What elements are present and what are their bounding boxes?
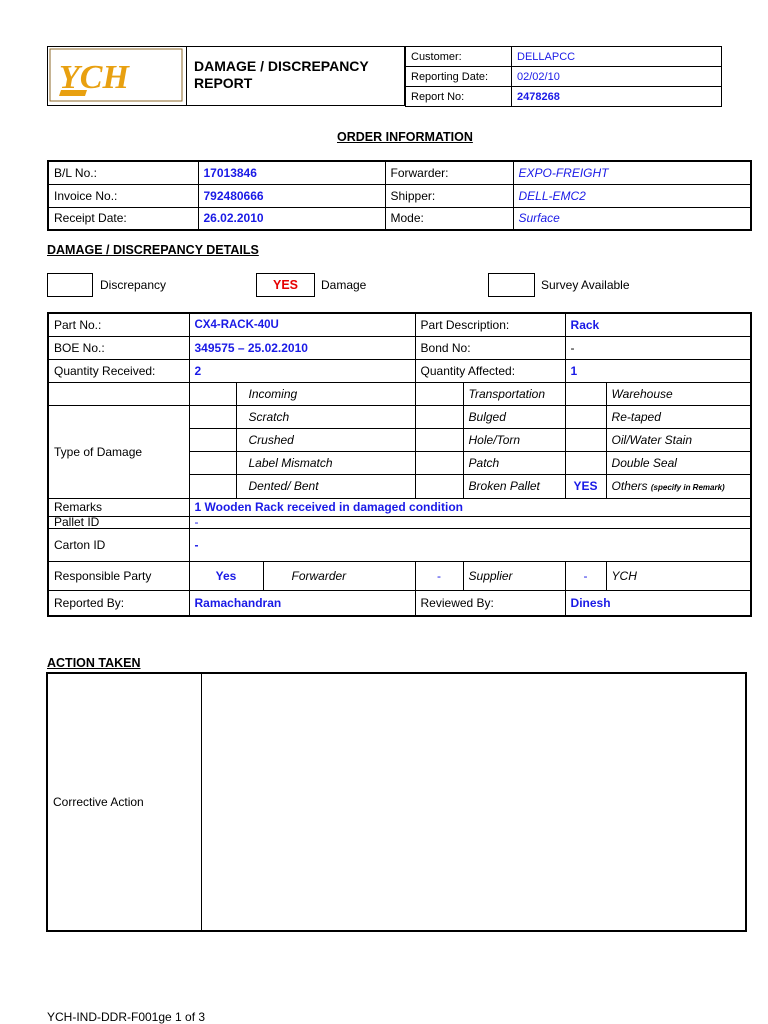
receipt-date-value: 26.02.2010	[198, 207, 385, 230]
customer-label: Customer:	[406, 47, 512, 67]
damage-mark[interactable]	[415, 428, 463, 451]
customer-value: DELLAPCC	[512, 47, 722, 67]
corrective-action-label: Corrective Action	[47, 673, 201, 931]
forwarder-mark[interactable]: Yes	[189, 561, 263, 590]
shipper-label: Shipper:	[385, 184, 513, 207]
supplier-mark[interactable]: -	[415, 561, 463, 590]
remarks-value: 1 Wooden Rack received in damaged condition	[189, 498, 751, 516]
report-title-line2: REPORT	[194, 75, 253, 91]
damage-type-label: Double Seal	[606, 451, 751, 474]
report-title	[194, 58, 369, 92]
boe-label: BOE No.:	[48, 336, 189, 359]
bond-label: Bond No:	[415, 336, 565, 359]
damage-mark[interactable]	[565, 428, 606, 451]
survey-label: Survey Available	[541, 278, 630, 292]
report-meta-table	[405, 46, 722, 107]
damage-type-label: Oil/Water Stain	[606, 428, 751, 451]
responsible-party-label: Responsible Party	[48, 561, 189, 590]
damage-type-label: Others	[611, 478, 648, 493]
damage-type-label: Re-taped	[606, 405, 751, 428]
damage-type-label: Bulged	[463, 405, 565, 428]
damage-mark[interactable]	[415, 474, 463, 498]
mode-value: Surface	[513, 207, 751, 230]
discrepancy-checkbox[interactable]	[47, 273, 93, 297]
action-taken-heading: ACTION TAKEN	[47, 656, 141, 670]
ych-party: YCH	[606, 561, 751, 590]
forwarder-party: Forwarder	[263, 561, 415, 590]
damage-mark[interactable]	[415, 382, 463, 405]
damage-label: Damage	[321, 278, 367, 292]
damage-type-label: Incoming	[236, 382, 415, 405]
damage-type-label: Warehouse	[606, 382, 751, 405]
damage-details-table	[47, 312, 752, 617]
report-no-value: 2478268	[512, 87, 722, 107]
damage-mark[interactable]	[565, 405, 606, 428]
damage-mark[interactable]	[565, 451, 606, 474]
damage-type-label: Hole/Torn	[463, 428, 565, 451]
pallet-id-value: -	[189, 516, 751, 528]
corrective-action-field[interactable]	[201, 673, 746, 931]
discrepancy-label: Discrepancy	[100, 278, 167, 292]
supplier-party: Supplier	[463, 561, 565, 590]
qty-received-label: Quantity Received:	[48, 359, 189, 382]
order-info-table	[47, 160, 752, 231]
reporting-date-label: Reporting Date:	[406, 67, 512, 87]
carton-id-label: Carton ID	[48, 528, 189, 561]
boe-value: 349575 – 25.02.2010	[189, 336, 415, 359]
report-title-line1: DAMAGE / DISCREPANCY	[194, 58, 369, 74]
remarks-label: Remarks	[48, 498, 189, 516]
others-note: (specify in Remark)	[650, 482, 725, 492]
ych-logo	[47, 46, 185, 104]
bond-value: -	[565, 336, 751, 359]
type-blank-cell	[48, 382, 189, 405]
shipper-value: DELL-EMC2	[513, 184, 751, 207]
damage-mark[interactable]	[189, 451, 236, 474]
qty-received-value: 2	[189, 359, 415, 382]
damage-checkbox[interactable]: YES	[256, 273, 315, 297]
reviewed-by-label: Reviewed By:	[415, 590, 565, 616]
reviewed-by-value: Dinesh	[565, 590, 751, 616]
order-info-heading: ORDER INFORMATION	[337, 130, 473, 144]
bl-value: 17013846	[198, 161, 385, 184]
type-of-damage-label: Type of Damage	[48, 405, 189, 498]
reported-by-value: Ramachandran	[189, 590, 415, 616]
logo-box	[47, 46, 187, 106]
part-no-value: CX4-RACK-40U	[189, 313, 415, 336]
damage-mark[interactable]	[189, 382, 236, 405]
damage-type-label: Broken Pallet	[463, 474, 565, 498]
damage-mark[interactable]	[189, 474, 236, 498]
part-no-label: Part No.:	[48, 313, 189, 336]
damage-mark[interactable]	[565, 382, 606, 405]
invoice-value: 792480666	[198, 184, 385, 207]
carton-id-value: -	[189, 528, 751, 561]
survey-checkbox[interactable]	[488, 273, 535, 297]
invoice-label: Invoice No.:	[48, 184, 198, 207]
damage-type-label: Dented/ Bent	[236, 474, 415, 498]
damage-type-label: Scratch	[236, 405, 415, 428]
mode-label: Mode:	[385, 207, 513, 230]
damage-mark[interactable]	[415, 451, 463, 474]
damage-mark[interactable]	[189, 405, 236, 428]
footer-text: YCH-IND-DDR-F001ge 1 of 3	[47, 1010, 206, 1024]
action-taken-table	[46, 672, 747, 932]
part-desc-label: Part Description:	[415, 313, 565, 336]
reporting-date-value: 02/02/10	[512, 67, 722, 87]
part-desc-value: Rack	[565, 313, 751, 336]
damage-type-label: Transportation	[463, 382, 565, 405]
damage-type-label: Crushed	[236, 428, 415, 451]
report-no-label: Report No:	[406, 87, 512, 107]
damage-type-label: Patch	[463, 451, 565, 474]
receipt-date-label: Receipt Date:	[48, 207, 198, 230]
bl-label: B/L No.:	[48, 161, 198, 184]
damage-mark[interactable]	[415, 405, 463, 428]
reported-by-label: Reported By:	[48, 590, 189, 616]
damage-mark[interactable]	[189, 428, 236, 451]
pallet-id-label: Pallet ID	[48, 516, 189, 528]
logo-text: YCH	[59, 59, 129, 96]
qty-affected-value: 1	[565, 359, 751, 382]
forwarder-label: Forwarder:	[385, 161, 513, 184]
damage-type-label: Label Mismatch	[236, 451, 415, 474]
forwarder-value: EXPO-FREIGHT	[513, 161, 751, 184]
details-heading: DAMAGE / DISCREPANCY DETAILS	[47, 243, 259, 257]
ych-mark[interactable]: -	[565, 561, 606, 590]
damage-mark-others[interactable]: YES	[565, 474, 606, 498]
damage-type-others-cell	[606, 474, 751, 498]
qty-affected-label: Quantity Affected:	[415, 359, 565, 382]
